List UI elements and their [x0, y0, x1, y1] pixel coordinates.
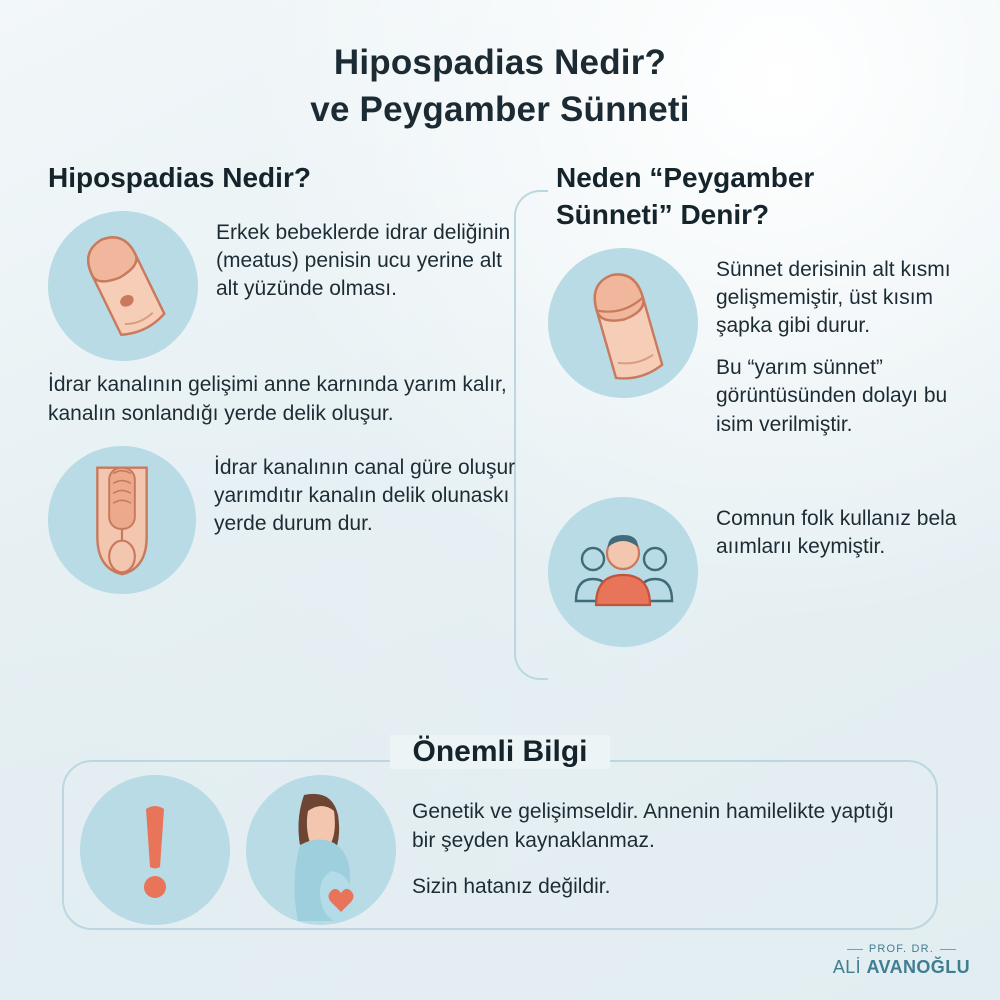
exclamation-mark-icon [80, 775, 230, 925]
family-group-icon [548, 497, 698, 647]
important-info-content [80, 775, 920, 925]
right-section [548, 160, 968, 657]
page-title [0, 40, 1000, 134]
author-signature [833, 939, 970, 978]
left-item-1-text-wrap [216, 211, 518, 303]
important-info-paragraph-2: Sizin hatanız değildir. [412, 874, 611, 898]
left-item-2 [48, 446, 518, 594]
right-item-2-text: Comnun folk kullanız bela aıımlarıı keymiştir. [716, 506, 957, 558]
left-item-2-text: İdrar kanalının canal güre oluşur yarımdıtır kanalın delik olunaskı yerde durum dur. [214, 456, 516, 536]
important-info-title: Önemli Bilgi [390, 735, 609, 769]
left-paragraph: İdrar kanalının gelişimi anne karnında yarım kalır, kanalın sonlandığı yerde delik oluşur. [48, 372, 507, 425]
pregnant-woman-icon [246, 775, 396, 925]
family-group-illustration [548, 497, 698, 647]
section-bracket-divider [514, 190, 548, 680]
title-line-1: Hipospadias Nedir? [333, 43, 667, 82]
signature-last-name: AVANOĞLU [866, 957, 970, 978]
title-line-2: ve Peygamber Sünneti [310, 89, 690, 129]
right-heading-line-1: Neden “Peygamber [556, 162, 815, 193]
left-item-2-text-wrap [214, 446, 518, 538]
exclamation-mark-illustration [80, 775, 230, 925]
urethra-cross-section-illustration [48, 446, 196, 594]
hooded-foreskin-icon [548, 248, 698, 398]
right-item-1 [548, 248, 968, 439]
left-section [48, 160, 518, 604]
important-info-text-wrap [412, 775, 920, 901]
signature-title: PROF. DR. [865, 943, 938, 956]
signature-name [833, 957, 970, 978]
urethra-cross-section-icon [48, 446, 196, 594]
signature-first-name: ALİ [832, 957, 867, 978]
hooded-foreskin-illustration [548, 248, 698, 398]
right-item-2-text-wrap [716, 497, 968, 561]
right-item-1-paragraph-2: Bu “yarım sünnet” görüntüsünden dolayı bu isim verilmiştir. [716, 356, 948, 436]
left-item-1 [48, 211, 518, 361]
pregnant-woman-illustration [246, 775, 396, 925]
right-item-1-text-wrap [716, 248, 968, 439]
penis-side-illustration [48, 211, 198, 361]
important-info-title-wrap [0, 735, 1000, 769]
right-heading-line-2: Sünneti” Denir? [556, 198, 770, 230]
left-section-heading: Hipospadias Nedir? [48, 162, 311, 193]
right-section-heading [556, 160, 968, 234]
right-item-1-paragraph-1: Sünnet derisinin alt kısmı gelişmemiştir, üst kısım şapka gibi durur. [716, 257, 951, 338]
right-item-2 [548, 497, 968, 647]
important-info-paragraph-1: Genetik ve gelişimseldir. Annenin hamilelikte yaptığı bir şeyden kaynaklanmaz. [412, 800, 895, 853]
left-item-1-text: Erkek bebeklerde idrar deliğinin (meatus) penisin ucu yerine alt alt yüzünde olması. [216, 220, 511, 301]
penis-side-icon [48, 211, 198, 361]
